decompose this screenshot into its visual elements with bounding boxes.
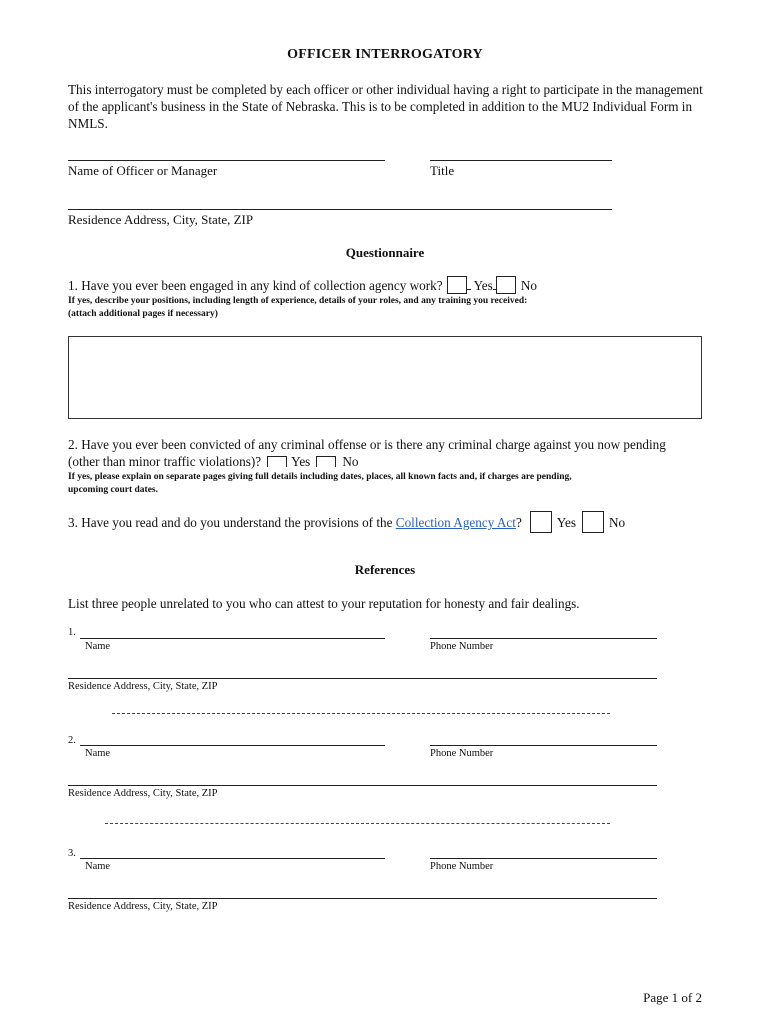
collection-agency-act-link[interactable]: Collection Agency Act bbox=[395, 515, 516, 530]
q1-answer-box[interactable] bbox=[68, 336, 702, 419]
q1-no-checkbox[interactable] bbox=[496, 276, 516, 294]
q1-no-label: No bbox=[520, 278, 537, 293]
reference-3-address-label: Residence Address, City, State, ZIP bbox=[68, 901, 218, 912]
officer-title-label: Title bbox=[430, 163, 455, 178]
officer-name-line[interactable] bbox=[68, 160, 385, 161]
question-2-line-2 bbox=[68, 453, 358, 470]
reference-1-name-label: Name bbox=[85, 641, 111, 652]
q1-note-1: If yes, describe your positions, including length of experience, details of your roles, and any training you received: bbox=[68, 296, 528, 306]
reference-2-phone-label: Phone Number bbox=[430, 748, 494, 759]
q1-yes-checkbox[interactable] bbox=[447, 276, 467, 294]
reference-3-name-line[interactable] bbox=[80, 858, 385, 859]
q3-no-checkbox[interactable] bbox=[582, 511, 604, 533]
q3-no-label: No bbox=[609, 515, 626, 530]
reference-1-phone-label: Phone Number bbox=[430, 641, 494, 652]
references-heading: References bbox=[354, 562, 416, 577]
question-1 bbox=[68, 276, 537, 294]
reference-2-address-line[interactable] bbox=[68, 785, 657, 786]
page-number: Page 1 of 2 bbox=[643, 990, 702, 1005]
reference-1-phone-line[interactable] bbox=[430, 638, 657, 639]
separator-1 bbox=[112, 713, 610, 714]
q2-yes-label: Yes bbox=[291, 454, 311, 469]
q1-note-2: (attach additional pages if necessary) bbox=[68, 309, 218, 319]
q2-yes-checkbox[interactable] bbox=[267, 456, 287, 467]
question-2-text: (other than minor traffic violations)? bbox=[68, 454, 262, 469]
officer-address-label: Residence Address, City, State, ZIP bbox=[68, 212, 254, 227]
reference-1-address-line[interactable] bbox=[68, 678, 657, 679]
q2-note-2: upcoming court dates. bbox=[68, 485, 158, 495]
reference-2-name-line[interactable] bbox=[80, 745, 385, 746]
q2-note-1: If yes, please explain on separate pages giving full details including dates, places, all known facts and, if charges are pending, bbox=[68, 472, 572, 482]
q2-no-label: No bbox=[342, 454, 359, 469]
reference-2-address-label: Residence Address, City, State, ZIP bbox=[68, 788, 218, 799]
q2-no-checkbox[interactable] bbox=[316, 456, 336, 467]
question-3: 3. Have you read and do you understand the provisions of the Collection Agency Act? Yes No bbox=[68, 511, 625, 533]
questionnaire-heading: Questionnaire bbox=[345, 245, 425, 260]
q3-yes-label: Yes bbox=[556, 515, 576, 530]
officer-address-line[interactable] bbox=[68, 209, 612, 210]
reference-1-number: 1. bbox=[68, 627, 76, 638]
question-2-line-1: 2. Have you ever been convicted of any criminal offense or is there any criminal charge against you now pending bbox=[68, 437, 666, 452]
reference-3-phone-label: Phone Number bbox=[430, 861, 494, 872]
document-title: OFFICER INTERROGATORY bbox=[287, 47, 483, 62]
reference-1-name-line[interactable] bbox=[80, 638, 385, 639]
separator-2 bbox=[105, 823, 610, 824]
reference-3-number: 3. bbox=[68, 848, 76, 859]
q3-yes-checkbox[interactable] bbox=[530, 511, 552, 533]
reference-3-name-label: Name bbox=[85, 861, 111, 872]
references-instruction: List three people unrelated to you who can attest to your reputation for honesty and fair dealings. bbox=[68, 596, 580, 611]
officer-title-line[interactable] bbox=[430, 160, 612, 161]
question-3-text: 3. Have you read and do you understand the provisions of the bbox=[68, 515, 393, 530]
reference-2-phone-line[interactable] bbox=[430, 745, 657, 746]
reference-1-address-label: Residence Address, City, State, ZIP bbox=[68, 681, 218, 692]
reference-2-name-label: Name bbox=[85, 748, 111, 759]
reference-3-phone-line[interactable] bbox=[430, 858, 657, 859]
reference-2-number: 2. bbox=[68, 735, 76, 746]
question-1-text: 1. Have you ever been engaged in any kind of collection agency work? bbox=[68, 278, 443, 293]
q1-yes-label: Yes bbox=[473, 278, 493, 293]
intro-paragraph: This interrogatory must be completed by each officer or other individual having a right to participate in the management of the applicant's business in the State of Nebraska. This is to be completed in addition to the MU2 Individual Form in NMLS. bbox=[68, 82, 703, 131]
officer-name-label: Name of Officer or Manager bbox=[68, 163, 218, 178]
reference-3-address-line[interactable] bbox=[68, 898, 657, 899]
